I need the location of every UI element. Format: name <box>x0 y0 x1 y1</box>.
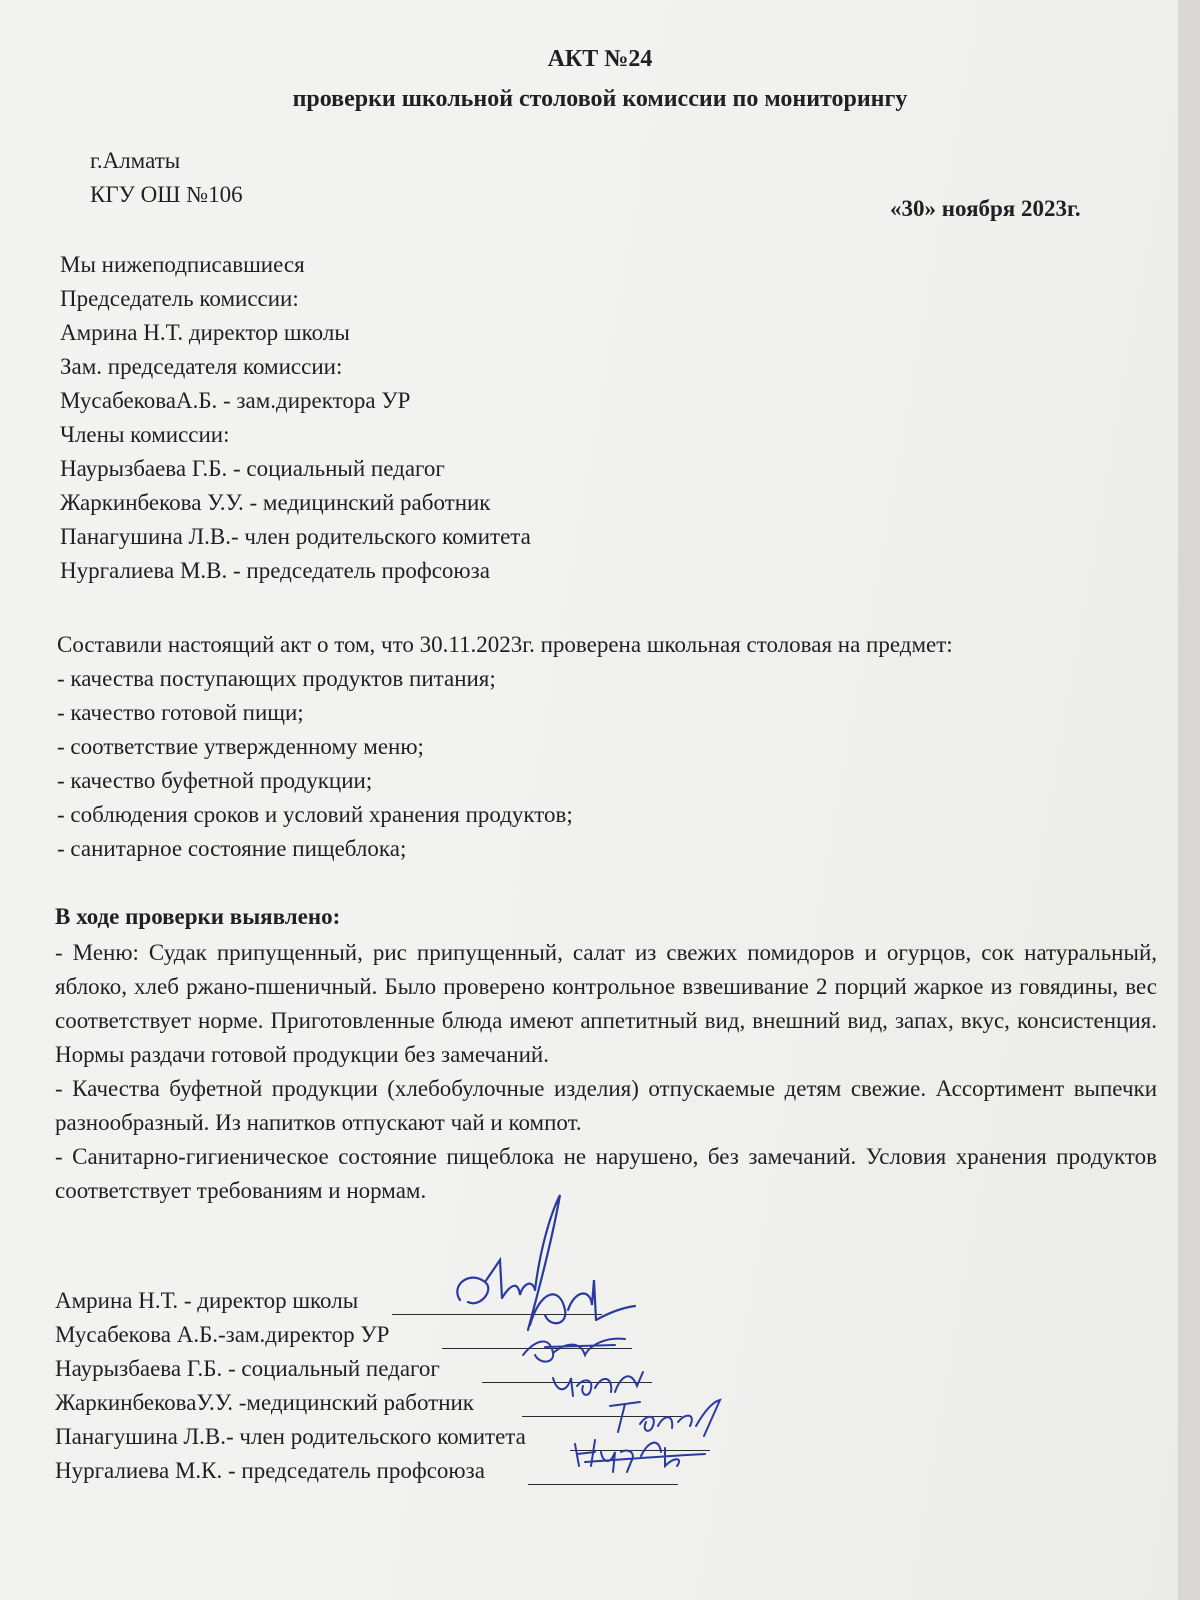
signature-row: Мусабекова А.Б.-зам.директор УР <box>55 1322 390 1347</box>
city: г.Алматы <box>90 148 181 173</box>
member-item: Нургалиева М.В. - председатель профсоюза <box>60 558 490 583</box>
document-title: АКТ №24 <box>547 46 653 72</box>
signature-row: Амрина Н.Т. - директор школы <box>55 1288 359 1313</box>
signature-row: Наурызбаева Г.Б. - социальный педагог <box>55 1356 440 1381</box>
act-statement: Составили настоящий акт о том, что 30.11.2023г. проверена школьная столовая на предмет: <box>57 632 953 657</box>
chair: Амрина Н.Т. директор школы <box>60 320 350 345</box>
check-item: - качество готовой пищи; <box>57 700 304 725</box>
organization: КГУ ОШ №106 <box>90 182 243 207</box>
page-edge <box>1178 0 1200 1600</box>
check-item: - соблюдения сроков и условий хранения продуктов; <box>57 802 573 827</box>
check-item: - соответствие утвержденному меню; <box>57 734 424 759</box>
signature-row: Нургалиева М.К. - председатель профсоюза <box>55 1458 485 1483</box>
member-item: Жаркинбекова У.У. - медицинский работник <box>60 490 491 515</box>
deputy-label: Зам. председателя комиссии: <box>60 354 343 379</box>
handwritten-signature <box>565 1426 710 1486</box>
check-item: - качества поступающих продуктов питания; <box>57 666 496 691</box>
commission-intro: Мы нижеподписавшиеся <box>60 252 305 277</box>
signature-row: ЖаркинбековаУ.У. -медицинский работник <box>55 1390 474 1415</box>
member-item: Наурызбаева Г.Б. - социальный педагог <box>60 456 445 481</box>
check-item: - санитарное состояние пищеблока; <box>57 836 407 861</box>
document-subtitle: проверки школьной столовой комиссии по мониторингу <box>292 86 908 112</box>
member-item: Панагушина Л.В.- член родительского комитета <box>60 524 531 549</box>
document-date: «30» ноября 2023г. <box>890 196 1081 221</box>
finding-paragraph: - Санитарно-гигиеническое состояние пищеблока не нарушено, без замечаний. Условия хранения продуктов соответствует требованиям и нормам. <box>55 1144 1157 1203</box>
deputy: МусабековаА.Б. - зам.директора УР <box>60 388 411 413</box>
signature-row: Панагушина Л.В.- член родительского комитета <box>55 1424 526 1449</box>
finding-paragraph: - Качества буфетной продукции (хлебобулочные изделия) отпускаемые детям свежие. Ассортимент выпечки разнообразный. Из напитков отпускают чай и компот. <box>55 1076 1157 1135</box>
findings-heading: В ходе проверки выявлено: <box>55 904 341 929</box>
check-item: - качество буфетной продукции; <box>57 768 373 793</box>
chair-label: Председатель комиссии: <box>60 286 299 311</box>
finding-paragraph: - Меню: Судак припущенный, рис припущенный, салат из свежих помидоров и огурцов, сок натуральный, яблоко, хлеб ржано-пшеничный. Было проверено контрольное взвешивание 2 порций жаркое из говядины, вес соответствует норме. Приготовленные блюда имеют аппетитный вид, внешний вид, запах, вкус, консистенция. Нормы раздачи готовой продукции без замечаний. <box>55 940 1157 1067</box>
members-label: Члены комиссии: <box>60 422 230 447</box>
